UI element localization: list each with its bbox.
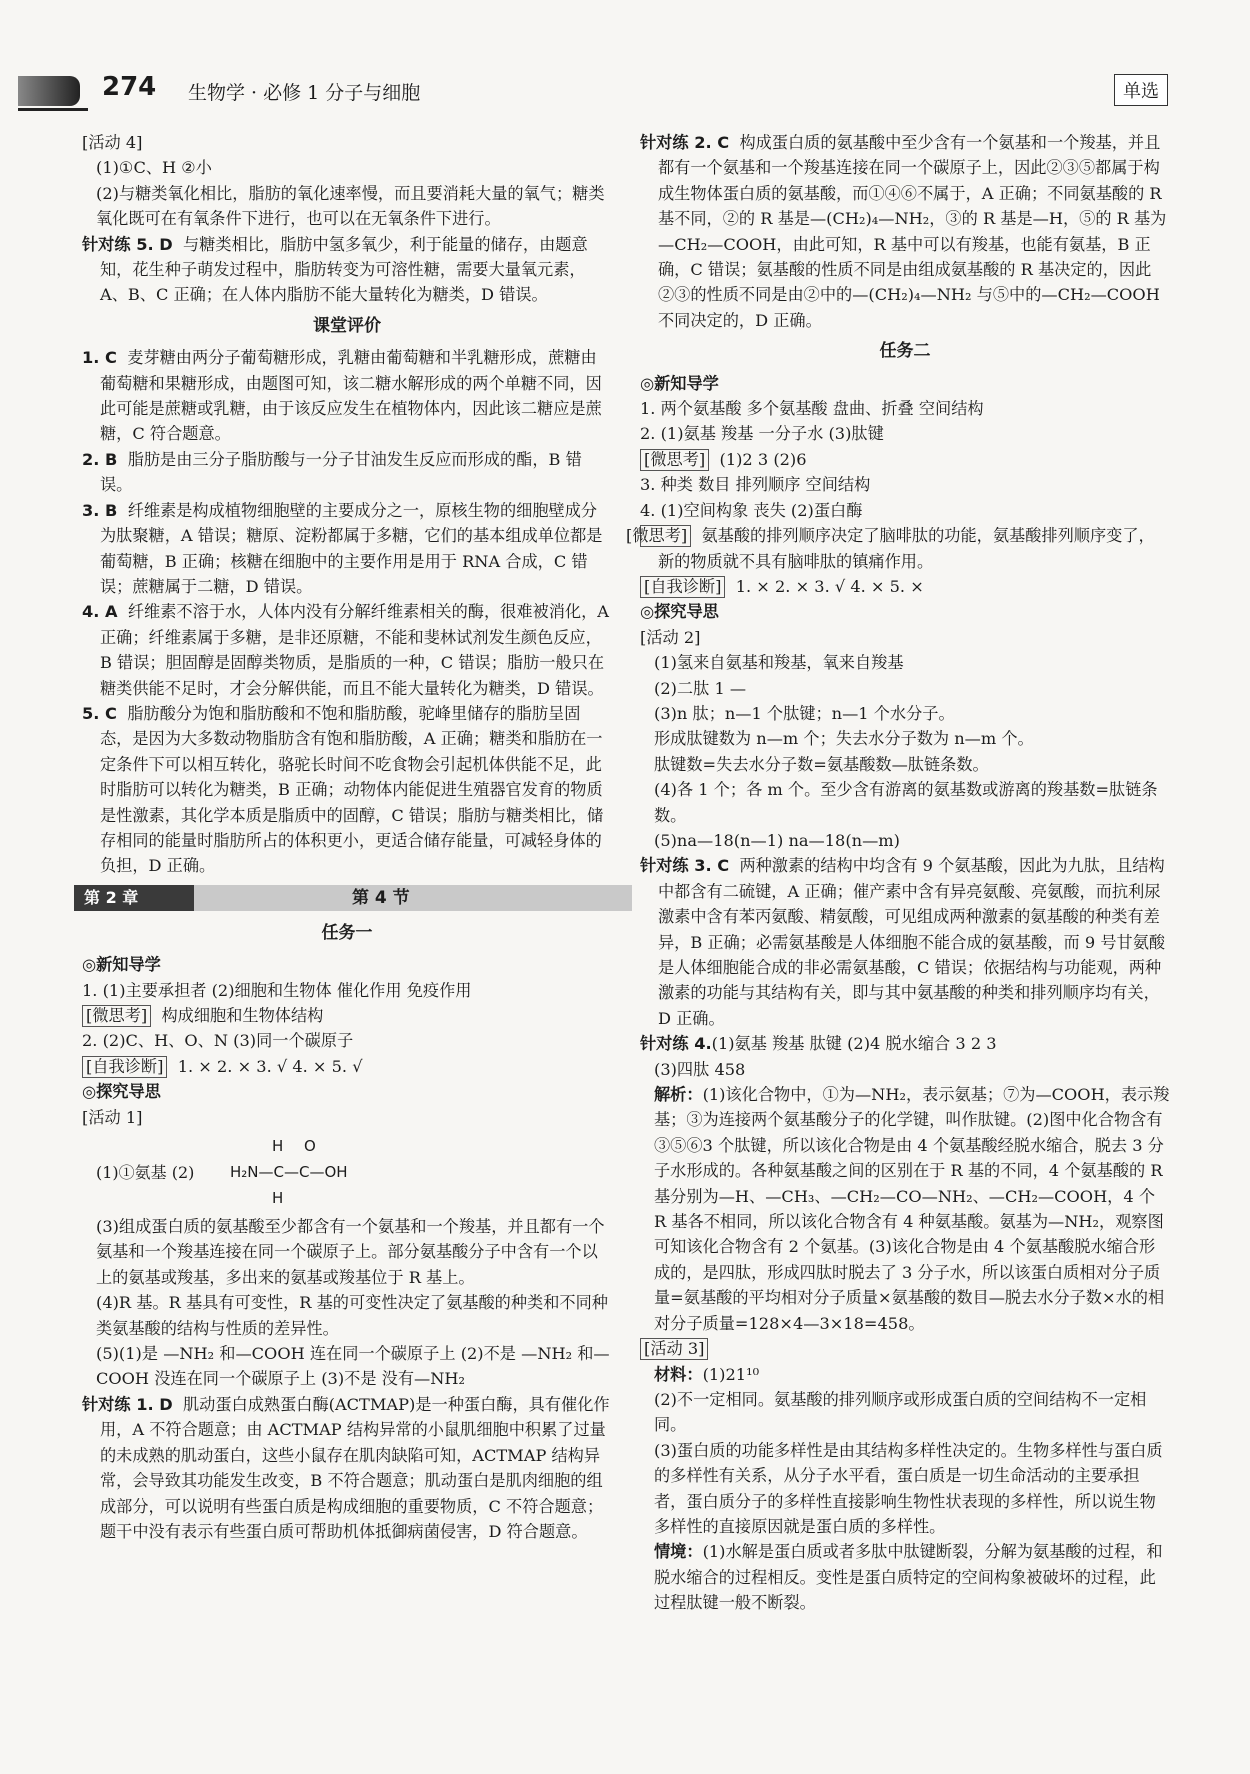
practice-text: 肌动蛋白成熟蛋白酶(ACTMAP)是一种蛋白酶，具有催化作用，A 不符合题意；由 ACTMAP 结构异常的小鼠肌细胞中积累了过量的未成熟的肌动蛋白，这些小鼠存在肌肉缺陷可知，ACTMAP 结构异常，会导致其功能发生改变，B 不符合题意；肌动蛋白是肌肉细胞的组成部分，可以说明有些蛋白质是构成细胞的重要物质，C 不符合题意；题干中没有表示有些蛋白质可帮助机体抵御病菌侵害，D 符合题意。 (100, 1394, 610, 1541)
formula-bottom-h: H (272, 1189, 284, 1208)
new-guide-heading: ◎新知导学 (640, 373, 719, 393)
formula-main-chain: H₂N—C—C—OH (230, 1163, 348, 1182)
activity2-label: [活动 2] (640, 627, 701, 647)
answer-text: 脂肪是由三分子脂肪酸与一分子甘油发生反应而形成的酯，B 错误。 (100, 449, 582, 495)
diagnosis-text: 1. × 2. × 3. √ 4. × 5. √ (177, 1056, 363, 1076)
task-title: 任务二 (879, 341, 931, 362)
activity1-label: [活动 1] (82, 1107, 143, 1127)
analysis-label: 解析： (654, 1085, 703, 1105)
activity1-line: (3)组成蛋白质的氨基酸至少都含有一个氨基和一个羧基，并且都有一个氨基和一个羧基连接在同一个碳原子上。部分氨基酸分子中含有一个以上的氨基或羧基，多出来的氨基或羧基位于 R 基上。 (96, 1217, 605, 1287)
practice-label: 针对练 1. D (82, 1394, 173, 1414)
explore-heading: ◎探究导思 (640, 602, 719, 622)
activity2-line: 形成肽键数为 n—m 个；失去水分子数为 n—m 个。 (654, 729, 1034, 749)
guide-line: 3. 种类 数目 排列顺序 空间结构 (640, 475, 871, 495)
guide-line: 4. (1)空间构象 丧失 (2)蛋白酶 (640, 500, 863, 520)
activity1-line: (4)R 基。R 基具有可变性，R 基的可变性决定了氨基酸的种类和不同种类氨基酸的结构与性质的差异性。 (96, 1293, 608, 1338)
think-label: [微思考] (640, 525, 691, 547)
task-title: 任务一 (321, 922, 373, 943)
chapter-bar (82, 885, 612, 911)
chapter-label: 第 2 章 (74, 885, 194, 911)
answer-text: 麦芽糖由两分子葡萄糖形成，乳糖由葡萄糖和半乳糖形成，蔗糖由葡萄糖和果糖形成，由题图可知，该二糖水解形成的两个单糖不同，因此可能是蔗糖或乳糖，由于该反应发生在植物体内，因此该二糖应是蔗糖，C 符合题意。 (100, 348, 602, 444)
practice-text: 构成蛋白质的氨基酸中至少含有一个氨基和一个羧基，并且都有一个氨基和一个羧基连接在同一个碳原子上，因此②③⑤都属于构成生物体蛋白质的氨基酸，而①④⑥不属于，A 正确；不同氨基酸的 R 基不同，②的 R 基是—(CH₂)₄—NH₂，③的 R 基是—H，⑤的 R 基为—CH₂—COOH，由此可知，R 基中可以有羧基，也能有氨基，B 正确，C 错误；氨基酸的性质不同是由组成氨基酸的 R 基决定的，因此②③的性质不同是由②中的—(CH₂)₄—NH₂ 与⑤中的—CH₂—COOH 不同决定的，D 正确。 (658, 133, 1167, 330)
guide-line: 1. (1)主要承担者 (2)细胞和生物体 催化作用 免疫作用 (82, 980, 472, 1000)
situation-label: 情境： (654, 1542, 703, 1562)
activity2-line: 肽键数=失去水分子数=氨基酸数—肽链条数。 (654, 754, 989, 774)
practice-label: 针对练 4. (640, 1034, 712, 1054)
amino-acid-formula (82, 1132, 612, 1212)
think-label: [微思考] (640, 449, 709, 471)
formula-top-h: H (272, 1137, 284, 1156)
think-label: [微思考] (82, 1005, 151, 1027)
think-text: 构成细胞和生物体结构 (161, 1006, 324, 1025)
practice-text-cont: (3)四肽 458 (654, 1059, 746, 1079)
analysis-text: (1)该化合物中，①为—NH₂，表示氨基；⑦为—COOH，表示羧基；③为连接两个氨基酸分子的化学键，叫作肽键。(2)图中化合物含有③⑤⑥3 个肽键，所以该化合物是由 4 个氨基酸经脱水缩合，脱去 3 分子水形成的。各种氨基酸之间的区别在于 R 基的不同，4 个氨基酸的 R 基分别为—H、—CH₃、—CH₂—CO—NH₂、—CH₂—COOH，4 个 R 基各不相同，所以该化合物含有 4 种氨基酸。氨基为—NH₂，观察图可知该化合物含有 2 个氨基。(3)该化合物是由 4 个氨基酸脱水缩合形成的，是四肽，形成四肽时脱去了 3 分子水，所以该蛋白质相对分子质量=氨基酸的平均相对分子质量×氨基酸的数目—脱去水分子数×水的相对分子质量=128×4—3×18=458。 (654, 1085, 1170, 1333)
answer-label: 4. A (82, 602, 118, 622)
practice-label: 针对练 5. D (82, 234, 173, 254)
activity4-line: (1)①C、H ②小 (96, 158, 212, 178)
activity2-line: (4)各 1 个；各 m 个。至少含有游离的氨基数或游离的羧基数=肽链条数。 (654, 780, 1158, 825)
section-label: 第 4 节 (352, 887, 410, 908)
formula-top-o: O (304, 1137, 316, 1156)
practice-text: 两种激素的结构中均含有 9 个氨基酸，因此为九肽，且结构中都含有二硫键，A 正确；催产素中含有异亮氨酸、亮氨酸，而抗利尿激素中含有苯丙氨酸、精氨酸，可见组成两种激素的氨基酸的种类有差异，B 正确；必需氨基酸是人体细胞不能合成的氨基酸，而 9 号甘氨酸是人体细胞能合成的非必需氨基酸，C 错误；依据结构与功能观，两种激素的功能与其结构有关，即与其中氨基酸的种类和排列顺序均有关，D 正确。 (658, 856, 1166, 1028)
section-title: 课堂评价 (313, 315, 381, 336)
practice-text: 与糖类相比，脂肪中氢多氧少，利于能量的储存，由题意知，花生种子萌发过程中，脂肪转变为可溶性糖，需要大量氧元素，A、B、C 正确；在人体内脂肪不能大量转化为糖类，D 错误。 (100, 234, 588, 305)
guide-line: 2. (1)氨基 羧基 一分子水 (3)肽键 (640, 424, 884, 444)
page-header (18, 70, 1168, 110)
answer-label: 3. B (82, 500, 118, 520)
single-choice-tag: 单选 (1114, 74, 1168, 106)
think-text: (1)2 3 (2)6 (719, 449, 807, 469)
diagnosis-label: [自我诊断] (82, 1056, 167, 1078)
diagnosis-label: [自我诊断] (640, 576, 725, 598)
answer-text: 纤维素不溶于水，人体内没有分解纤维素相关的酶，很难被消化，A 正确；纤维素属于多糖，是非还原糖，不能和斐林试剂发生颜色反应，B 错误；胆固醇是固醇类物质，是脂质的一种，C 错误；脂肪一般只在糖类供能不足时，才会分解供能，而且不能大量转化为糖类，D 错误。 (100, 602, 610, 698)
material-label: 材料： (654, 1364, 703, 1384)
answer-label: 5. C (82, 703, 117, 723)
activity2-line: (1)氢来自氨基和羧基，氧来自羧基 (654, 653, 904, 673)
answer-label: 2. B (82, 449, 118, 469)
guide-line: 2. (2)C、H、O、N (3)同一个碳原子 (82, 1031, 354, 1051)
activity4-line: (2)与糖类氧化相比，脂肪的氧化速率慢，而且要消耗大量的氧气；糖类氧化既可在有氧条件下进行，也可以在无氧条件下进行。 (96, 183, 605, 229)
practice-label: 针对练 3. C (640, 856, 730, 876)
chapter-bar-line (192, 885, 632, 911)
diagnosis-text: 1. × 2. × 3. √ 4. × 5. × (735, 576, 924, 596)
explore-heading: ◎探究导思 (82, 1082, 161, 1102)
activity3-line: (2)不一定相同。氨基酸的排列顺序或形成蛋白质的空间结构不一定相同。 (654, 1389, 1147, 1435)
right-column (626, 130, 1170, 1616)
activity1-line: (5)(1)是 —NH₂ 和—COOH 连在同一个碳原子上 (2)不是 —NH₂ 和—COOH 没连在同一个碳原子上 (3)不是 没有—NH₂ (96, 1344, 610, 1389)
activity4-label: [活动 4] (82, 133, 143, 152)
header-decoration (18, 76, 80, 106)
formula-prefix: (1)①氨基 (2) (96, 1163, 195, 1183)
book-title: 生物学 · 必修 1 分子与细胞 (188, 82, 421, 104)
practice-text: (1)氨基 羧基 肽键 (2)4 脱水缩合 3 2 3 (711, 1034, 997, 1054)
think-text: 氨基酸的排列顺序决定了脑啡肽的功能，氨基酸排列顺序变了，新的物质就不具有脑啡肽的镇痛作用。 (658, 526, 1155, 571)
guide-line: 1. 两个氨基酸 多个氨基酸 盘曲、折叠 空间结构 (640, 399, 984, 419)
practice-label: 针对练 2. C (640, 133, 730, 152)
page-number: 274 (102, 72, 157, 102)
activity2-line: (3)n 肽；n—1 个肽键；n—1 个水分子。 (654, 703, 955, 723)
left-column (82, 130, 612, 1544)
situation-text: (1)水解是蛋白质或者多肽中肽键断裂，分解为氨基酸的过程，和脱水缩合的过程相反。变性是蛋白质特定的空间构象被破坏的过程，此过程肽键一般不断裂。 (654, 1542, 1163, 1613)
new-guide-heading: ◎新知导学 (82, 955, 161, 975)
answer-text: 脂肪酸分为饱和脂肪酸和不饱和脂肪酸，驼峰里储存的脂肪呈固态，是因为大多数动物脂肪含有饱和脂肪酸，A 正确；糖类和脂肪在一定条件下可以相互转化，骆驼长时间不吃食物会引起机体供能不足，此时脂肪可以转化为糖类，B 正确；动物体内能促进生殖器官发育的物质是性激素，其化学本质是脂质中的固醇，C 错误；脂肪与糖类相比，储存相同的能量时脂肪所占的体积更小，更适合储存能量，可减轻身体的负担，D 正确。 (100, 703, 604, 876)
activity2-line: (2)二肽 1 — (654, 678, 747, 698)
activity3-label: [活动 3] (640, 1338, 708, 1360)
activity3-line: (3)蛋白质的功能多样性是由其结构多样性决定的。生物多样性与蛋白质的多样性有关系，从分子水平看，蛋白质是一切生命活动的主要承担者，蛋白质分子的多样性直接影响生物性状表现的多样性，所以说生物多样性的直接原因就是蛋白质的多样性。 (654, 1440, 1163, 1536)
answer-text: 纤维素是构成植物细胞壁的主要成分之一，原核生物的细胞壁成分为肽聚糖，A 错误；糖原、淀粉都属于多糖，它们的基本组成单位都是葡萄糖，B 正确；核糖在细胞中的主要作用是用于 RNA 合成，C 错误；蔗糖属于二糖，D 错误。 (100, 500, 603, 596)
answer-label: 1. C (82, 348, 117, 368)
activity2-line: (5)na—18(n—1) na—18(n—m) (654, 830, 900, 850)
material-text: (1)21¹⁰ (702, 1364, 760, 1384)
